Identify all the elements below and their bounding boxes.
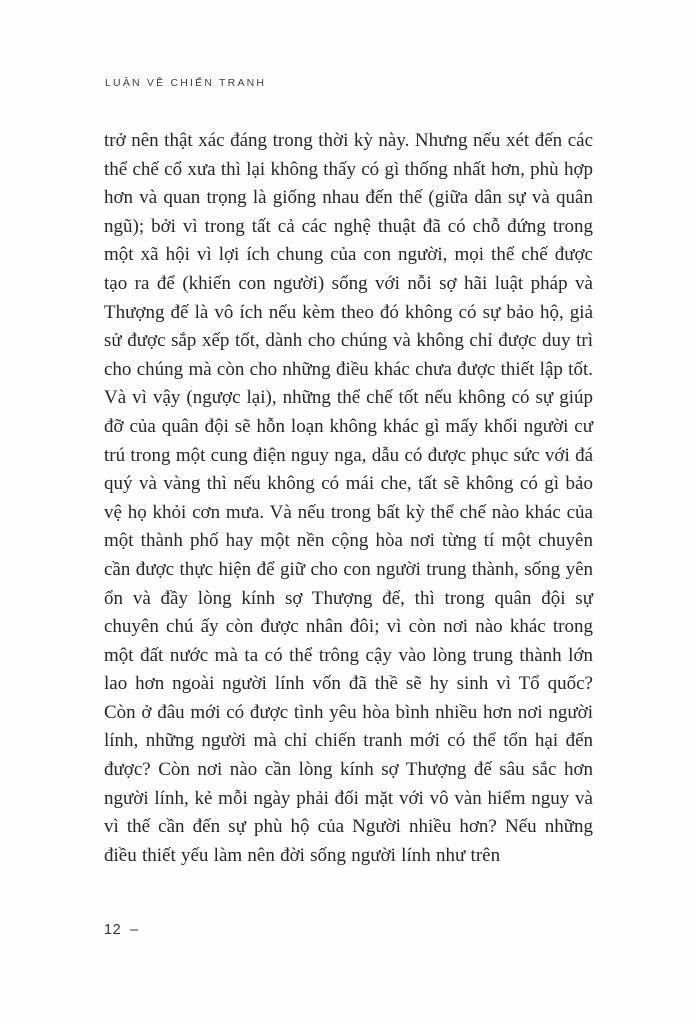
body-text-block <box>104 127 593 870</box>
page-footer <box>104 922 139 938</box>
running-header: LUẬN VỀ CHIẾN TRANH <box>105 77 267 89</box>
page-number: 12 <box>104 922 122 938</box>
footer-dash: – <box>130 922 139 938</box>
body-paragraph: trở nên thật xác đáng trong thời kỳ này. Nhưng nếu xét đến các thể chế cổ xưa thì lại không thấy có gì thống nhất hơn, phù hợp hơn và quan trọng là giống nhau đến thế (giữa dân sự và quân ngũ); bởi vì trong tất cả các nghệ thuật đã có chỗ đứng trong một xã hội vì lợi ích chung của con người, mọi thể chế được tạo ra để (khiến con người) sống với nỗi sợ hãi luật pháp và Thượng đế là vô ích nếu kèm theo đó không có sự bảo hộ, giả sử được sắp xếp tốt, dành cho chúng và không chỉ được duy trì cho chúng mà còn cho những điều khác chưa được thiết lập tốt. Và vì vậy (ngược lại), những thể chế tốt nếu không có sự giúp đỡ của quân đội sẽ hỗn loạn không khác gì mấy khối người cư trú trong một cung điện nguy nga, dẫu có được phục sức với đá quý và vàng thì nếu không có mái che, tất sẽ không có gì bảo vệ họ khỏi cơn mưa. Và nếu trong bất kỳ thể chế nào khác của một thành phố hay một nền cộng hòa nơi từng tí một chuyên cần được thực hiện để giữ cho con người trung thành, sống yên ổn và đầy lòng kính sợ Thượng đế, thì trong quân đội sự chuyên chú ấy còn được nhân đôi; vì còn nơi nào khác trong một đất nước mà ta có thể trông cậy vào lòng trung thành lớn lao hơn ngoài người lính vốn đã thề sẽ hy sinh vì Tổ quốc? Còn ở đâu mới có được tình yêu hòa bình nhiều hơn nơi người lính, những người mà chỉ chiến tranh mới có thể tổn hại đến được? Còn nơi nào cần lòng kính sợ Thượng đế sâu sắc hơn người lính, kẻ mỗi ngày phải đối mặt với vô vàn hiểm nguy và vì thế cần đến sự phù hộ của Người nhiều hơn? Nếu những điều thiết yếu làm nên đời sống người lính như trên <box>104 130 593 866</box>
